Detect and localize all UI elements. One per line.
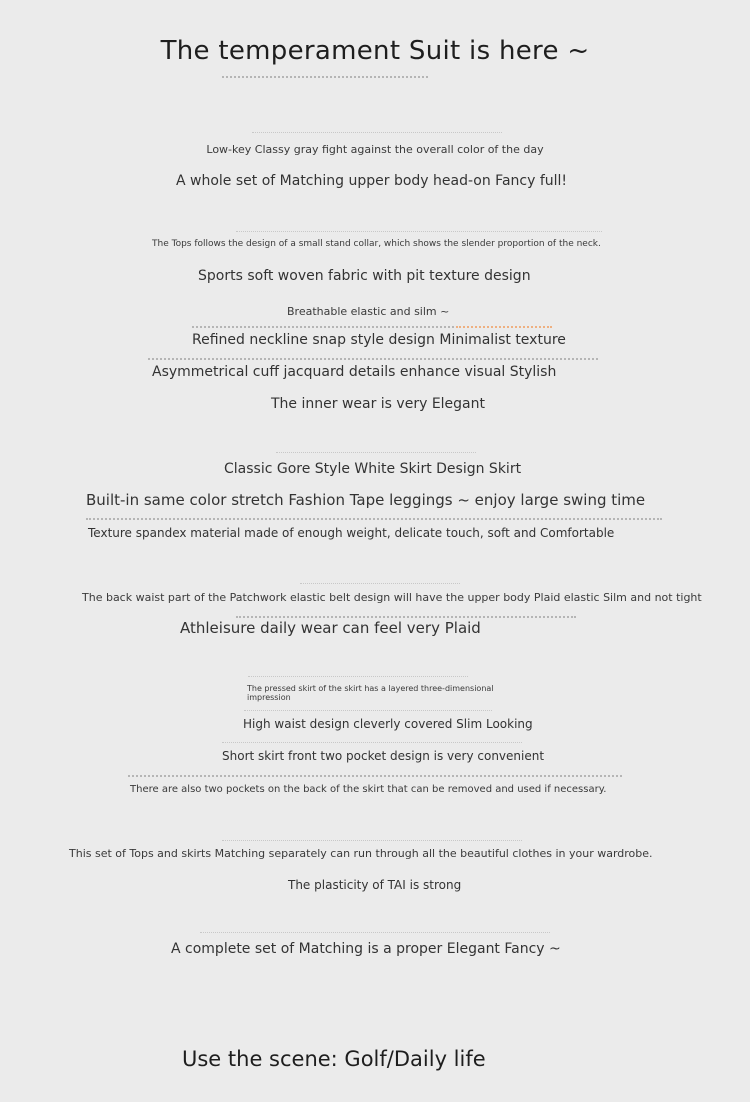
waist-line: High waist design cleverly covered Slim Looking bbox=[243, 717, 533, 731]
ghost-row bbox=[244, 710, 492, 714]
wardrobe-accent-line: The plasticity of TAI is strong bbox=[288, 878, 462, 892]
ghost-row bbox=[86, 518, 662, 523]
pocket-line: There are also two pockets on the back of the skirt that can be removed and used if necessary. bbox=[130, 784, 607, 795]
tops-line: The Tops follows the design of a small stand collar, which shows the slender proportion of the neck. bbox=[152, 239, 601, 249]
ghost-row bbox=[200, 932, 550, 936]
tops-accent-line: Breathable elastic and silm ~ bbox=[287, 305, 450, 318]
page-title: The temperament Suit is here ~ bbox=[160, 36, 590, 66]
skirt-line: Classic Gore Style White Skirt Design Skirt bbox=[224, 461, 522, 477]
ghost-row bbox=[248, 676, 468, 680]
pleat-line: The pressed skirt of the skirt has a layered three-dimensional bbox=[247, 684, 494, 693]
ghost-row bbox=[222, 742, 522, 746]
ghost-row bbox=[456, 326, 552, 331]
tops-line: Sports soft woven fabric with pit texture design bbox=[198, 268, 531, 284]
ghost-row bbox=[276, 452, 476, 456]
ghost-row bbox=[236, 231, 602, 235]
pocket-line: Short skirt front two pocket design is very convenient bbox=[222, 749, 545, 763]
title-ghost-row bbox=[222, 76, 428, 81]
pleat-line: impression bbox=[247, 693, 291, 702]
tops-line: Asymmetrical cuff jacquard details enhance visual Stylish bbox=[152, 364, 557, 380]
tops-line: Refined neckline snap style design Minimalist texture bbox=[192, 332, 566, 348]
closing-line: A complete set of Matching is a proper Elegant Fancy ~ bbox=[171, 941, 561, 957]
ghost-row bbox=[222, 840, 522, 844]
belt-line: The back waist part of the Patchwork elastic belt design will have the upper body Plaid elastic Silm and not tight bbox=[82, 591, 702, 604]
ghost-row bbox=[252, 132, 502, 136]
ghost-row bbox=[128, 775, 622, 780]
skirt-line: Built-in same color stretch Fashion Tape leggings ~ enjoy large swing time bbox=[86, 491, 646, 509]
wardrobe-line: This set of Tops and skirts Matching separately can run through all the beautiful clothes in your wardrobe. bbox=[69, 847, 653, 860]
tops-line: The inner wear is very Elegant bbox=[271, 396, 485, 412]
ghost-row bbox=[300, 583, 460, 587]
skirt-line: Texture spandex material made of enough weight, delicate touch, soft and Comfortable bbox=[88, 526, 615, 540]
intro-line: Low-key Classy gray fight against the overall color of the day bbox=[206, 143, 544, 156]
belt-line: Athleisure daily wear can feel very Plaid bbox=[180, 619, 481, 637]
ghost-row bbox=[192, 326, 454, 331]
scene-line: Use the scene: Golf/Daily life bbox=[182, 1047, 486, 1071]
ghost-row bbox=[148, 358, 598, 363]
intro-line: A whole set of Matching upper body head-on Fancy full! bbox=[176, 173, 568, 189]
